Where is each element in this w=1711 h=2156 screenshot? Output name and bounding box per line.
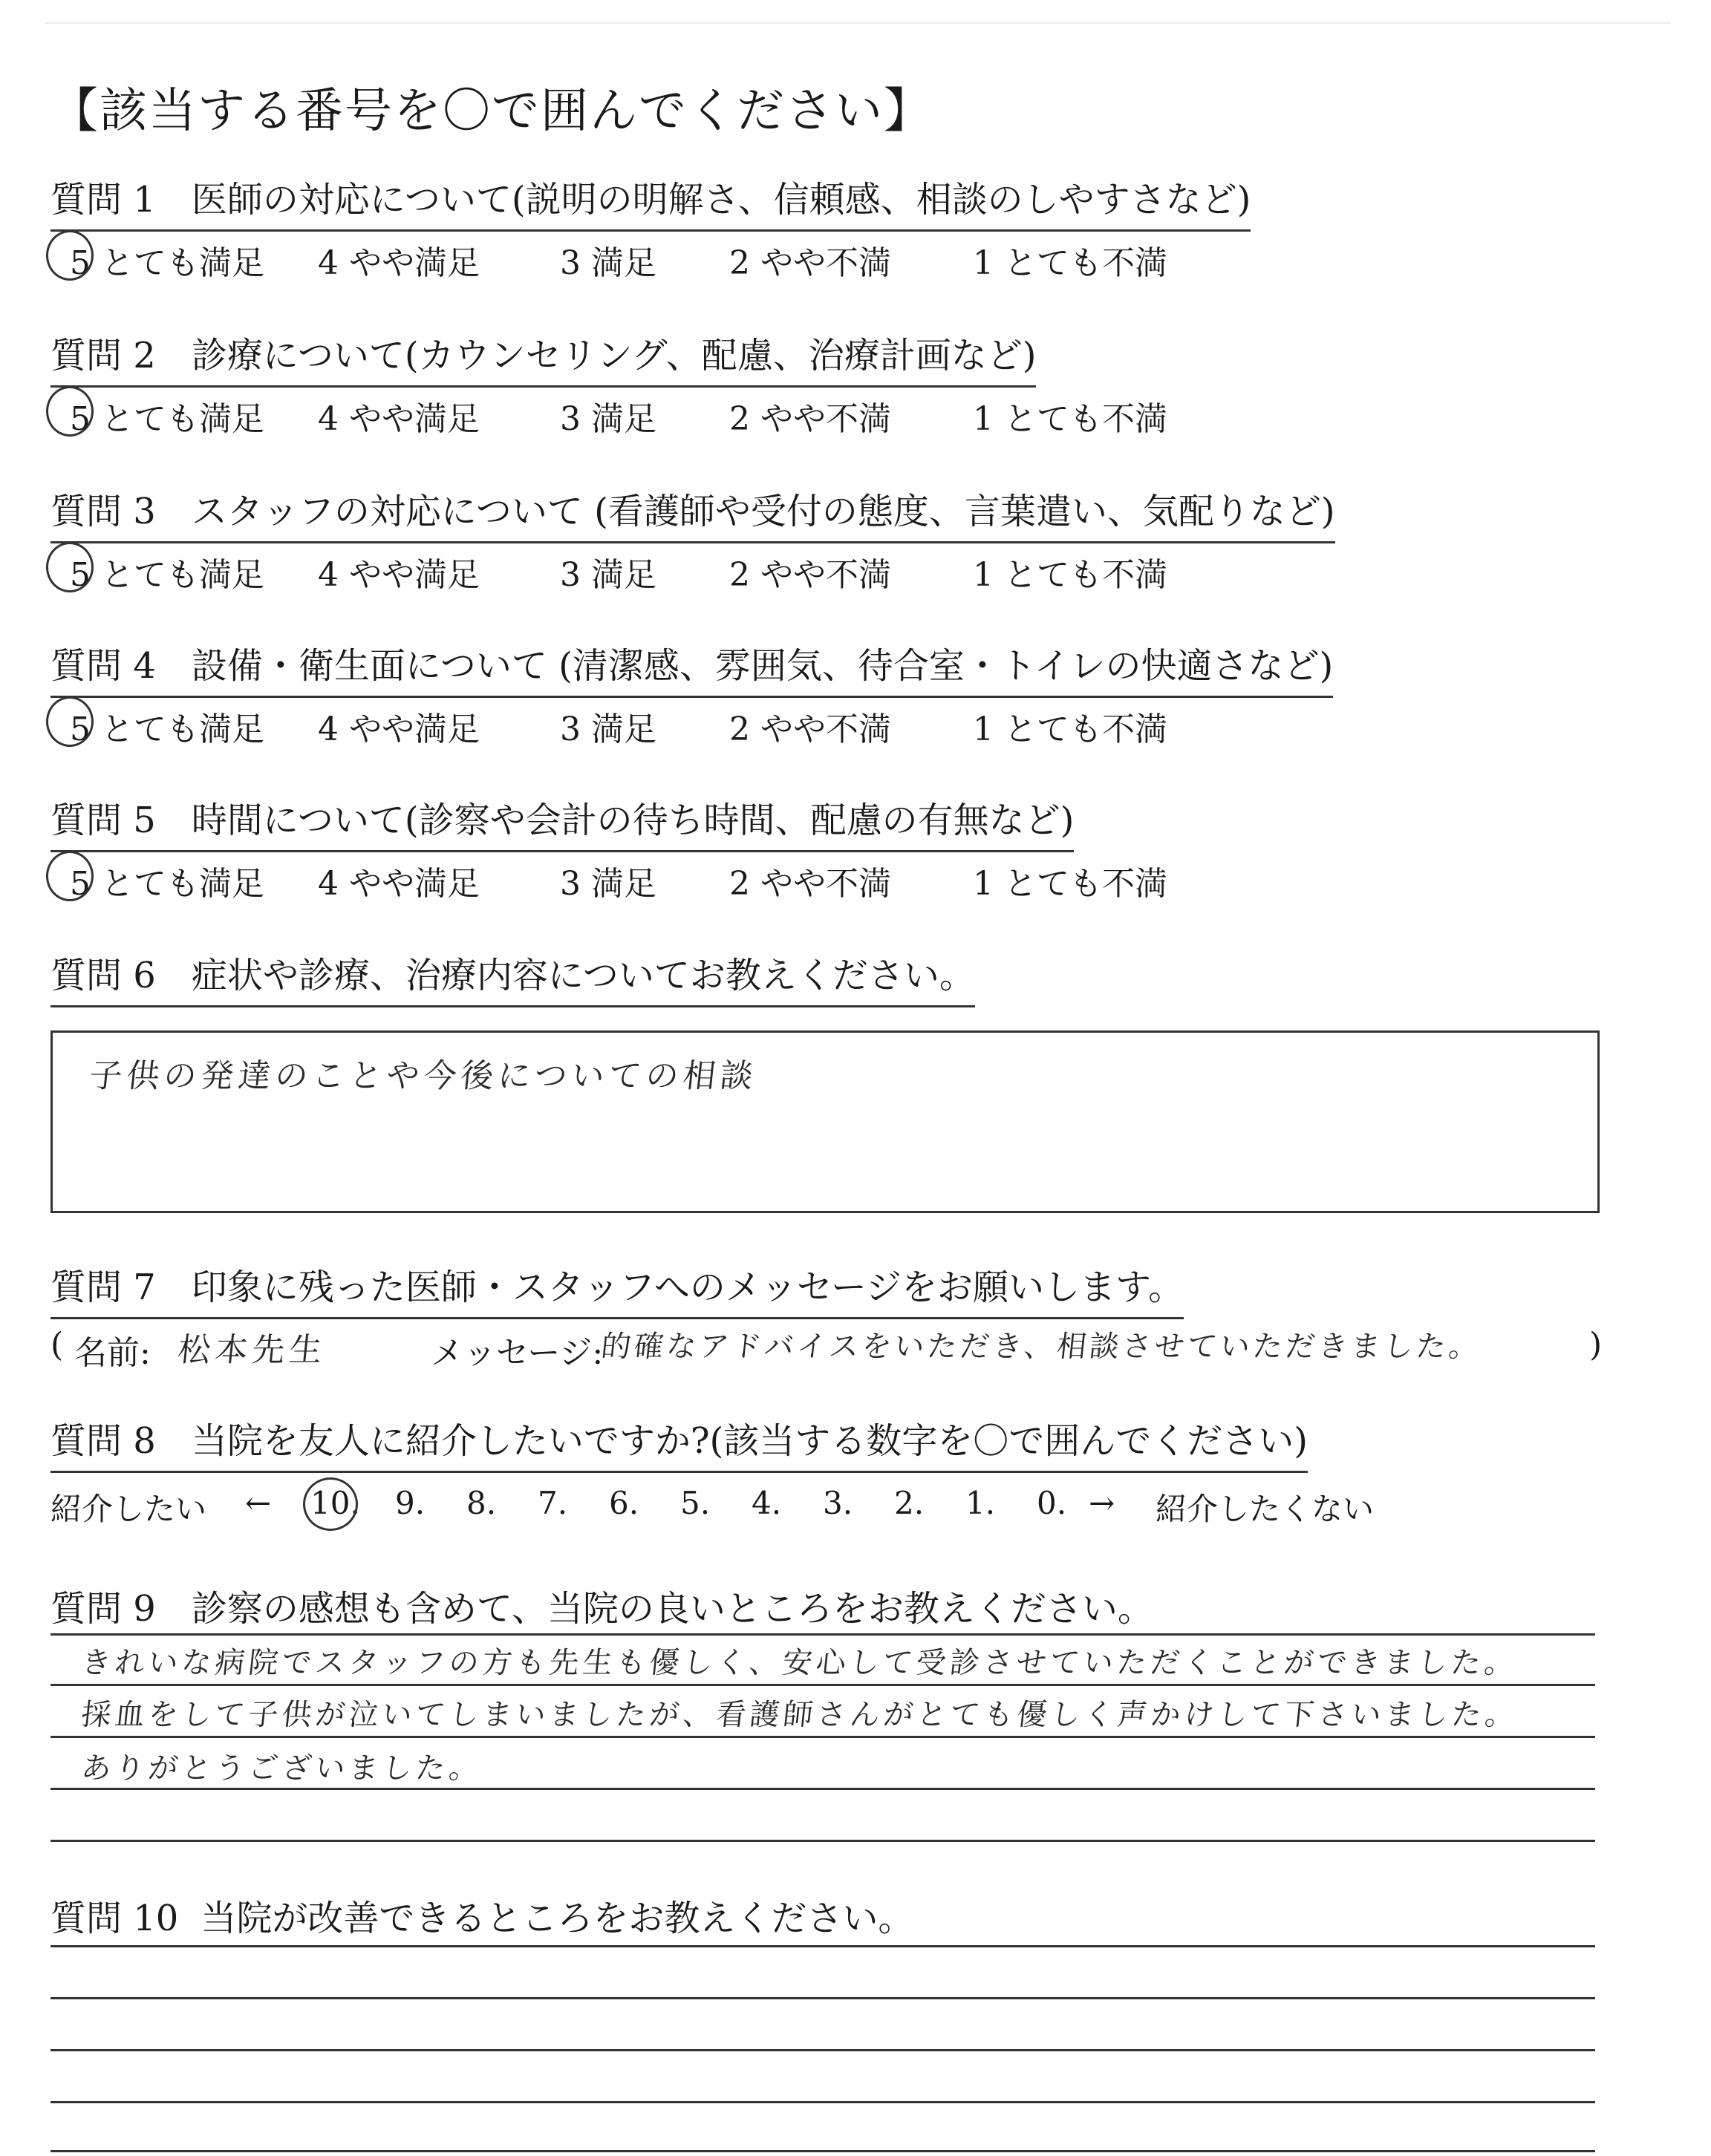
answer-rule-line [50,1945,1595,1947]
question-8-text: 当院を友人に紹介したいですか?(該当する数字を〇で囲んでください) [191,1420,1308,1462]
question-3-options [0,548,1711,592]
scale-number[interactable]: 3. [823,1485,853,1521]
rating-option[interactable]: 3 満足 [560,710,656,748]
question-4-text: 設備・衛生面について (清潔感、雰囲気、待合室・トイレの快適さなど) [191,645,1334,687]
question-3-label: 質問 3 [50,491,156,532]
question-4-options [0,702,1711,747]
scale-number[interactable]: 9. [395,1485,426,1521]
rating-option[interactable]: 5 とても満足 [70,244,264,282]
rating-option[interactable]: 4 やや満足 [318,710,480,748]
question-9-answer-line: きれいな病院でスタッフの方も先生も優しく、安心して受診させていただくことができました。 [79,1646,1520,1680]
question-8-label: 質問 8 [50,1420,156,1462]
scale-number[interactable]: 0. [1037,1485,1067,1521]
question-8-heading [50,1412,1308,1473]
form-title: 【該当する番号を〇で囲んでください】 [50,84,933,139]
rating-option[interactable]: 4 やや満足 [318,556,480,594]
answer-rule-line [50,1736,1595,1738]
rating-option[interactable]: 1 とても不満 [973,865,1167,903]
question-6-answer: 子供の発達のことや今後についての相談 [87,1057,760,1095]
question-5-label: 質問 5 [50,800,156,841]
question-7-name-value: 松本先生 [175,1331,329,1369]
question-4-heading [50,637,1333,698]
question-1-heading [50,171,1251,232]
answer-rule-line [50,1788,1595,1790]
question-10-label: 質問 10 [50,1898,179,1939]
rating-option[interactable]: 3 満足 [560,244,656,282]
recommend-left-label: 紹介したい [50,1491,207,1527]
rating-option[interactable]: 5 とても満足 [70,865,264,903]
rating-option[interactable]: 1 とても不満 [973,244,1167,282]
question-7-message-label: メッセージ: [431,1334,604,1372]
question-10-heading [50,1889,913,1941]
right-arrow-icon: → [1089,1485,1115,1521]
answer-rule-line [50,2101,1595,2103]
answer-rule-line [50,1840,1595,1842]
selection-circle [46,696,94,747]
scale-number[interactable]: 10. [310,1485,360,1521]
rating-option[interactable]: 3 満足 [560,400,656,438]
question-2-text: 診療について(カウンセリング、配慮、治療計画など) [191,335,1037,376]
question-9-answer-line: ありがとうございました。 [79,1751,485,1786]
rating-option[interactable]: 5 とても満足 [70,710,264,748]
rating-option[interactable]: 1 とても不満 [973,556,1167,594]
question-7-text: 印象に残った医師・スタッフへのメッセージをお願いします。 [191,1267,1184,1308]
question-1-label: 質問 1 [50,179,156,220]
question-3-heading [50,483,1335,543]
question-6-heading [50,947,975,1007]
scale-selection-circle [303,1477,358,1531]
rating-option[interactable]: 2 やや不満 [729,865,891,903]
scale-number[interactable]: 6. [609,1485,639,1521]
question-7-close-paren: ) [1589,1326,1603,1364]
rating-option[interactable]: 1 とても不満 [973,400,1167,438]
rating-option[interactable]: 2 やや不満 [729,710,891,748]
question-1-options [0,236,1711,281]
question-6-answer-box[interactable] [50,1030,1600,1213]
recommend-right-label: 紹介したくない [1156,1491,1375,1527]
rating-option[interactable]: 5 とても満足 [70,400,264,438]
question-6-text: 症状や診療、治療内容についてお教えください。 [191,955,975,996]
rating-option[interactable]: 1 とても不満 [973,710,1167,748]
question-2-heading [50,327,1036,388]
question-9-text: 診察の感想も含めて、当院の良いところをお教えください。 [191,1588,1153,1630]
question-10-text: 当院が改善できるところをお教えください。 [201,1898,914,1939]
question-2-options [0,392,1711,437]
rating-option[interactable]: 2 やや不満 [729,400,891,438]
rating-option[interactable]: 4 やや満足 [318,400,480,438]
selection-circle [46,542,94,592]
rating-option[interactable]: 3 満足 [560,865,656,903]
scale-number[interactable]: 8. [466,1485,497,1521]
left-arrow-icon: ← [245,1485,272,1521]
question-7-heading [50,1258,1184,1319]
answer-rule-line [50,1684,1595,1686]
rating-option[interactable]: 2 やや不満 [729,244,891,282]
selection-circle [46,386,94,437]
rating-option[interactable]: 3 満足 [560,556,656,594]
question-9-heading [50,1580,1153,1631]
recommend-scale [0,1485,1711,1529]
question-7-open-paren: ( [50,1326,64,1364]
question-4-label: 質問 4 [50,645,156,687]
rating-option[interactable]: 4 やや満足 [318,244,480,282]
question-6-label: 質問 6 [50,955,156,996]
question-1-text: 医師の対応について(説明の明解さ、信頼感、相談のしやすさなど) [191,179,1251,220]
question-5-heading [50,791,1074,852]
question-5-text: 時間について(診察や会計の待ち時間、配慮の有無など) [191,800,1075,841]
answer-rule-line [50,2049,1595,2051]
rating-option[interactable]: 4 やや満足 [318,865,480,903]
selection-circle [46,851,94,901]
question-7-label: 質問 7 [50,1267,156,1308]
selection-circle [46,230,94,281]
question-3-text: スタッフの対応について (看護師や受付の態度、言葉遣い、気配りなど) [191,491,1335,532]
rating-option[interactable]: 5 とても満足 [70,556,264,594]
answer-rule-line [50,2150,1595,2152]
top-border [45,22,1671,24]
question-9-answer-line: 採血をして子供が泣いてしまいましたが、看護師さんがとても優しく声かけして下さいました。 [79,1698,1521,1732]
scale-number[interactable]: 5. [680,1485,711,1521]
question-2-label: 質問 2 [50,335,156,376]
question-7-message-value: 的確なアドバイスをいただき、相談させていただきました。 [599,1330,1484,1364]
scale-number[interactable]: 7. [538,1485,568,1521]
question-9-label: 質問 9 [50,1588,156,1630]
scale-number[interactable]: 2. [894,1485,925,1521]
scale-number[interactable]: 4. [752,1485,782,1521]
question-7-name-label: 名前: [74,1334,151,1372]
scale-number[interactable]: 1. [965,1485,996,1521]
answer-rule-line [50,1997,1595,1999]
answer-rule-line [50,1633,1595,1636]
question-5-options [0,857,1711,901]
rating-option[interactable]: 2 やや不満 [729,556,891,594]
